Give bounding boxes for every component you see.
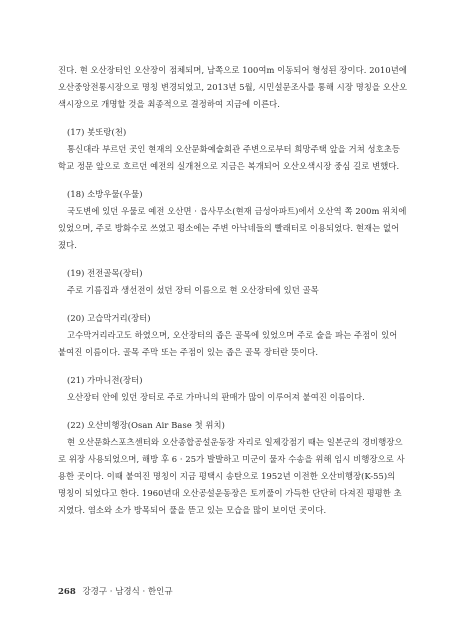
text-line: 있었으며, 주로 방화수로 쓰였고 평소에는 주변 아낙네들의 빨래터로 이용되었다. 현재는 없어 — [58, 223, 400, 233]
body-text — [58, 62, 418, 519]
text-line: 학교 정문 앞으로 흐르던 예전의 실개천으로 지금은 복개되어 오산오색시장 중심 길로 변했다. — [58, 161, 400, 171]
body-paragraph — [58, 389, 418, 406]
section-heading: (17) 봇또랑(천) — [67, 127, 127, 137]
text-line: 붙여진 이름이다. 골목 주막 또는 주점이 있는 좁은 골목 장터란 뜻이다. — [58, 347, 319, 357]
text-line: 명칭이 되었다고 한다. 1960년대 오산공설운동장은 토끼풀이 가득한 단단히 다져진 평평한 초 — [58, 488, 402, 498]
text-line: 지였다. 염소와 소가 방목되어 풀을 뜯고 있는 모습을 많이 보이던 곳이다. — [58, 505, 327, 515]
section-heading: (22) 오산비행장(Osan Air Base 첫 위치) — [67, 420, 225, 430]
text-line: 오산중앙전통시장으로 명칭 변경되었고, 2013년 5월, 시민설문조사를 통해 시장 명칭을 오산오 — [58, 82, 408, 92]
page-footer — [58, 585, 173, 597]
text-line: 국도변에 있던 우물로 예전 오산면 · 읍사무소(현재 금성아파트)에서 오산역 쪽 200m 위치에 — [67, 206, 407, 216]
text-line: 오산장터 안에 있던 장터로 주로 가마니의 판매가 많이 이루어져 붙여진 이름이다. — [67, 392, 365, 402]
text-line: 로 위장 사용되었으며, 해방 후 6 · 25가 발발하고 미군이 물자 수송을 위해 임시 비행장으로 사 — [58, 454, 405, 464]
body-paragraph — [58, 141, 418, 175]
continued-paragraph — [58, 62, 418, 113]
section-heading: (20) 고습막거리(장터) — [67, 313, 151, 323]
footer-authors: 강경구 · 남경식 · 한인규 — [82, 587, 173, 597]
text-line: 용한 곳이다. 이때 붙여진 명칭이 지금 평택시 송탄으로 1952년 이전한 오산비행장(K-55)의 — [58, 471, 396, 481]
section-heading: (18) 소방우물(우물) — [67, 189, 143, 199]
section-heading: (21) 가마니전(장터) — [67, 375, 143, 385]
text-line: 진다. 현 오산장터인 오산장이 점체되며, 남쪽으로 100여m 이동되어 형성된 장이다. 2010년에 — [58, 65, 407, 75]
text-line: 졌다. — [58, 240, 77, 250]
body-paragraph — [58, 203, 418, 254]
text-line: 색시장으로 개명할 것을 최종적으로 결정하여 지금에 이른다. — [58, 99, 281, 109]
body-paragraph — [58, 434, 418, 519]
text-line: 주로 기름집과 생선전이 섰던 장터 이름으로 현 오산장터에 있던 골목 — [67, 285, 319, 295]
body-paragraph — [58, 282, 418, 299]
text-line: 통신대라 부르던 곳인 현재의 오산문화예술회관 주변으로부터 희망주택 앞을 거쳐 성호초등 — [67, 144, 401, 154]
page-number: 268 — [58, 587, 76, 597]
section-heading: (19) 전전골목(장터) — [67, 268, 143, 278]
text-line: 현 오산문화스포츠센터와 오산종합공설운동장 자리로 일제강점기 때는 일본군의 경비행장으 — [67, 437, 403, 447]
text-line: 고수막거리라고도 하였으며, 오산장터의 좁은 골목에 있었으며 주로 술을 파는 주점이 있어 — [67, 330, 398, 340]
body-paragraph — [58, 327, 418, 361]
